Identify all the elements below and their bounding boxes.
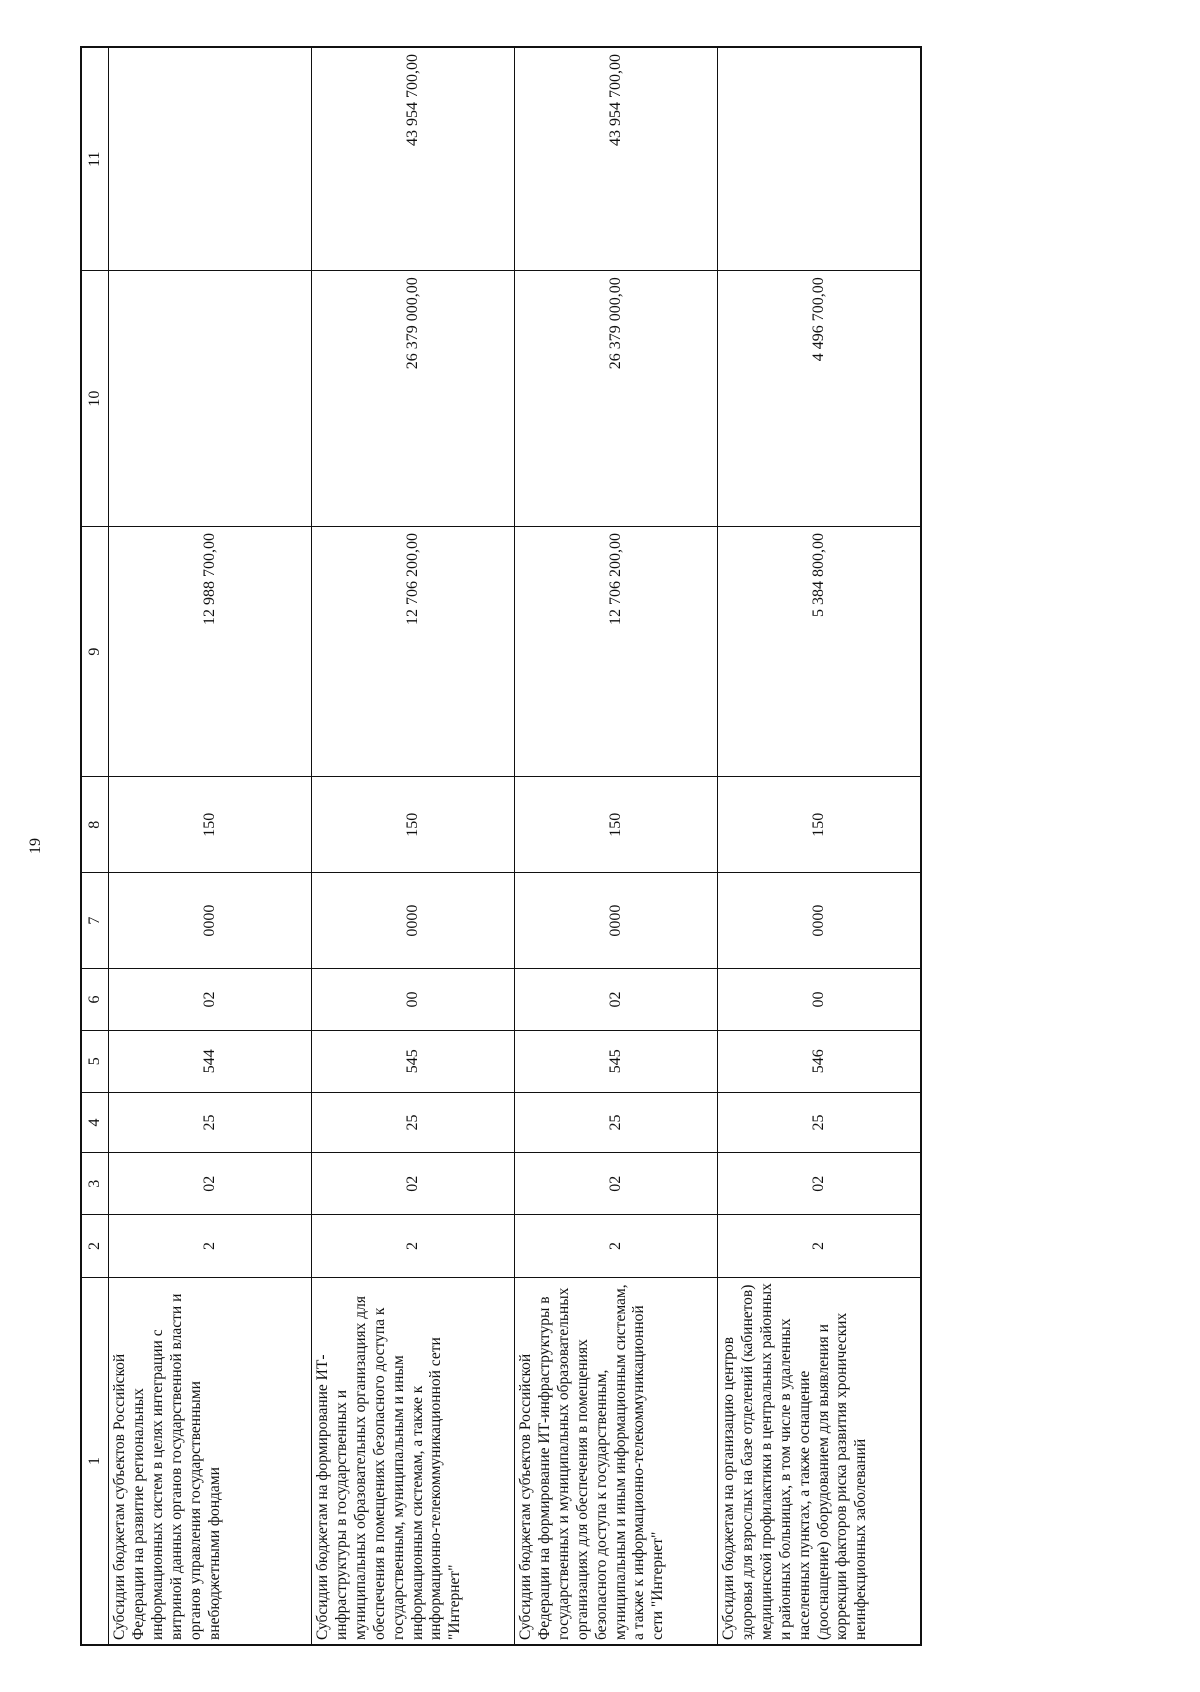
col-header: 10 xyxy=(81,271,109,527)
table-row xyxy=(515,47,718,1645)
cell-c7: 0000 xyxy=(109,873,312,969)
col-header: 7 xyxy=(81,873,109,969)
cell-c9: 12 988 700,00 xyxy=(109,526,312,776)
cell-c4: 25 xyxy=(312,1092,515,1153)
cell-c10: 4 496 700,00 xyxy=(718,271,921,527)
cell-c3: 02 xyxy=(718,1153,921,1215)
table-row xyxy=(312,47,515,1645)
cell-c5: 546 xyxy=(718,1030,921,1092)
header-row xyxy=(81,47,109,1645)
cell-c3: 02 xyxy=(109,1153,312,1215)
row-description: Субсидии бюджетам на формирование ИТ-инфраструктуры в государственных и муниципальных образовательных организациях для обеспечения в помещениях безопасного доступа к государственным, муниципальным и иным информационным системам, а также к информационно-телекоммуникационной сети "Интернет" xyxy=(312,1277,515,1645)
cell-c8: 150 xyxy=(312,777,515,873)
row-description: Субсидии бюджетам субъектов Российской Федерации на развитие региональных информационных систем в целях интеграции с витриной данных органов государственной власти и органов управления государственными внебюджетными фондами xyxy=(109,1277,312,1645)
cell-c6: 02 xyxy=(109,969,312,1031)
cell-c10: 26 379 000,00 xyxy=(312,271,515,527)
cell-c4: 25 xyxy=(718,1092,921,1153)
page-number: 19 xyxy=(27,838,44,854)
cell-c10: 26 379 000,00 xyxy=(515,271,718,527)
cell-c6: 00 xyxy=(718,969,921,1031)
col-header: 6 xyxy=(81,969,109,1031)
cell-c11 xyxy=(109,47,312,271)
cell-c11: 43 954 700,00 xyxy=(515,47,718,271)
cell-c4: 25 xyxy=(109,1092,312,1153)
cell-c6: 02 xyxy=(515,969,718,1031)
cell-c4: 25 xyxy=(515,1092,718,1153)
row-description: Субсидии бюджетам на организацию центров здоровья для взрослых на базе отделений (кабинетов) медицинской профилактики в центральных районных и районных больницах, в том числе в удаленных населенных пунктах, а также оснащение (дооснащение) оборудованием для выявления и коррекции факторов риска развития хронических неинфекционных заболеваний xyxy=(718,1277,921,1645)
table-row xyxy=(718,47,921,1645)
cell-c6: 00 xyxy=(312,969,515,1031)
budget-table xyxy=(80,46,922,1646)
col-header: 8 xyxy=(81,777,109,873)
cell-c5: 544 xyxy=(109,1030,312,1092)
cell-c8: 150 xyxy=(718,777,921,873)
col-header: 5 xyxy=(81,1030,109,1092)
cell-c7: 0000 xyxy=(718,873,921,969)
cell-c7: 0000 xyxy=(515,873,718,969)
cell-c3: 02 xyxy=(515,1153,718,1215)
cell-c8: 150 xyxy=(515,777,718,873)
col-header: 9 xyxy=(81,526,109,776)
cell-c11: 43 954 700,00 xyxy=(312,47,515,271)
cell-c2: 2 xyxy=(718,1215,921,1278)
col-header: 1 xyxy=(81,1277,109,1645)
rotated-table-container xyxy=(80,46,919,1646)
cell-c2: 2 xyxy=(515,1215,718,1278)
cell-c3: 02 xyxy=(312,1153,515,1215)
cell-c2: 2 xyxy=(312,1215,515,1278)
cell-c10 xyxy=(109,271,312,527)
col-header: 11 xyxy=(81,47,109,271)
col-header: 4 xyxy=(81,1092,109,1153)
cell-c9: 12 706 200,00 xyxy=(515,526,718,776)
table-row xyxy=(109,47,312,1645)
col-header: 3 xyxy=(81,1153,109,1215)
cell-c8: 150 xyxy=(109,777,312,873)
cell-c5: 545 xyxy=(515,1030,718,1092)
col-header: 2 xyxy=(81,1215,109,1278)
cell-c9: 12 706 200,00 xyxy=(312,526,515,776)
cell-c5: 545 xyxy=(312,1030,515,1092)
cell-c11 xyxy=(718,47,921,271)
row-description: Субсидии бюджетам субъектов Российской Федерации на формирование ИТ-инфраструктуры в государственных и муниципальных образовательных организациях для обеспечения в помещениях безопасного доступа к государственным, муниципальным и иным информационным системам, а также к информационно-телекоммуникационной сети "Интернет" xyxy=(515,1277,718,1645)
cell-c9: 5 384 800,00 xyxy=(718,526,921,776)
cell-c2: 2 xyxy=(109,1215,312,1278)
cell-c7: 0000 xyxy=(312,873,515,969)
